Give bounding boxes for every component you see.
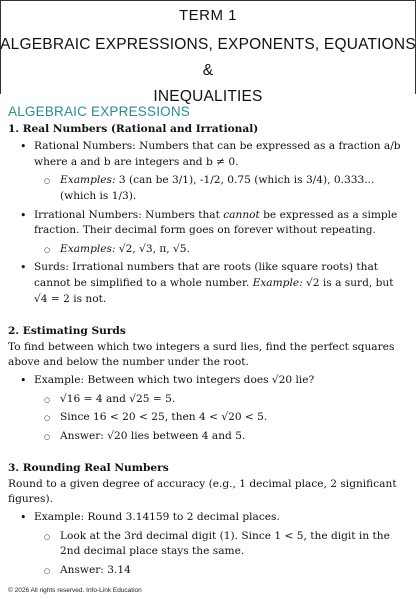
examples-label: Examples: <box>60 242 116 255</box>
list-item-irrational <box>8 208 408 258</box>
list-item-rational <box>8 139 408 204</box>
list-item: ○ Since 16 < 20 < 25, then 4 < √20 < 5. <box>34 410 408 426</box>
heading-estimating-surds: 2. Estimating Surds <box>8 325 126 338</box>
irrational-examples <box>34 242 408 258</box>
example-text: √2 is a surd, but √4 = 2 is not. <box>34 276 394 305</box>
rounding-steps <box>34 529 408 579</box>
title-line-2: INEQUALITIES <box>153 88 263 105</box>
surds-text: Surds: Irrational numbers that are roots (like square roots) that cannot be simplified to a whole number. <box>34 261 379 289</box>
term-label: TERM 1 <box>178 7 237 24</box>
list-item-example <box>8 373 408 444</box>
list-item: ○ Look at the 3rd decimal digit (1). Since 1 < 5, the digit in the 2nd decimal place stays the same. <box>34 529 408 560</box>
estimating-intro: To find between which two integers a surd lies, find the perfect squares above and below the number under the root. <box>8 340 395 369</box>
examples-label: Examples: <box>60 174 116 187</box>
list-item-surds <box>8 260 408 307</box>
irrational-post: be expressed as a simple fraction. Their decimal form goes on forever without repeating. <box>34 208 398 237</box>
heading-real-numbers: 1. Real Numbers (Rational and Irrational) <box>8 122 259 135</box>
content <box>8 104 408 581</box>
list-item <box>34 242 408 258</box>
copyright-footer: © 2026 All rights reserved. Info-Link Education <box>8 587 142 594</box>
example-label: Example: <box>252 276 303 289</box>
estimating-steps <box>34 392 408 445</box>
title-line-1: ALGEBRAIC EXPRESSIONS, EXPONENTS, EQUATIONS & <box>0 36 416 79</box>
list-item <box>34 173 408 204</box>
page-title <box>0 32 416 110</box>
list-item: ○ Answer: √20 lies between 4 and 5. <box>34 429 408 445</box>
list-item-example <box>8 510 408 578</box>
page-header <box>0 6 416 110</box>
rational-text: Rational Numbers: Numbers that can be expressed as a fraction a/b where a and b are integers and b ≠ 0. <box>34 140 401 168</box>
example-question: Example: Between which two integers does √20 lie? <box>34 373 315 386</box>
rounding-intro: Round to a given degree of accuracy (e.g., 1 decimal place, 2 significant figures). <box>8 477 397 506</box>
examples-text: 3 (can be 3/1), -1/2, 0.75 (which is 3/4), 0.333... (which is 1/3). <box>60 174 375 202</box>
examples-text: √2, √3, π, √5. <box>115 242 190 255</box>
example-question: Example: Round 3.14159 to 2 decimal places. <box>34 511 280 524</box>
irrational-emphasis: cannot <box>223 208 260 221</box>
real-numbers-list <box>8 139 408 307</box>
rational-examples <box>34 173 408 204</box>
list-item: ○ √16 = 4 and √25 = 5. <box>34 392 408 408</box>
heading-rounding: 3. Rounding Real Numbers <box>8 462 169 475</box>
rounding-list <box>8 510 408 578</box>
section-title: ALGEBRAIC EXPRESSIONS <box>8 104 191 119</box>
estimating-list <box>8 373 408 444</box>
irrational-pre: Irrational Numbers: Numbers that <box>34 208 224 221</box>
list-item: ○ Answer: 3.14 <box>34 563 408 579</box>
